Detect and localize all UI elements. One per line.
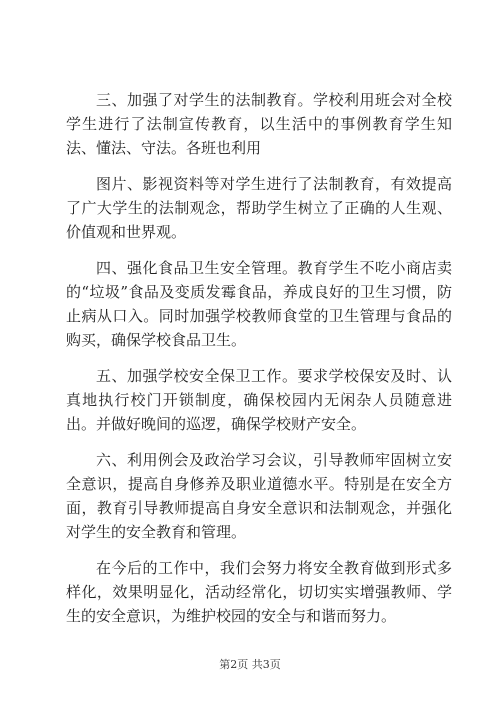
paragraph-legal-materials: 图片、影视资料等对学生进行了法制教育，有效提高了广大学生的法制观念，帮助学生树立了正确的人生观、价值观和世界观。 bbox=[66, 175, 452, 241]
page-number-footer: 第2页 共3页 bbox=[219, 658, 281, 671]
document-body bbox=[66, 88, 452, 640]
paragraph-food-safety: 四、强化食品卫生安全管理。教育学生不吃小商店卖的“垃圾”食品及变质发霉食品，养成良好的卫生习惯，防止病从口入。同时加强学校教师食堂的卫生管理与食品的购买，确保学校食品卫生。 bbox=[66, 259, 452, 349]
paragraph-security-work: 五、加强学校安全保卫工作。要求学校保安及时、认真地执行校门开锁制度，确保校园内无闲杂人员随意进出。并做好晚间的巡逻，确保学校财产安全。 bbox=[66, 367, 452, 433]
paragraph-legal-education: 三、加强了对学生的法制教育。学校利用班会对全校学生进行了法制宣传教育，以生活中的事例教育学生知法、懂法、守法。各班也利用 bbox=[66, 91, 452, 157]
paragraph-teacher-meetings: 六、利用例会及政治学习会议，引导教师牢固树立安全意识，提高自身修养及职业道德水平。特别是在安全方面，教育引导教师提高自身安全意识和法制观念，并强化对学生的安全教育和管理。 bbox=[66, 451, 452, 541]
paragraph-future-work: 在今后的工作中，我们会努力将安全教育做到形式多样化，效果明显化，活动经常化，切切实实增强教师、学生的安全意识，为维护校园的安全与和谐而努力。 bbox=[66, 559, 452, 625]
